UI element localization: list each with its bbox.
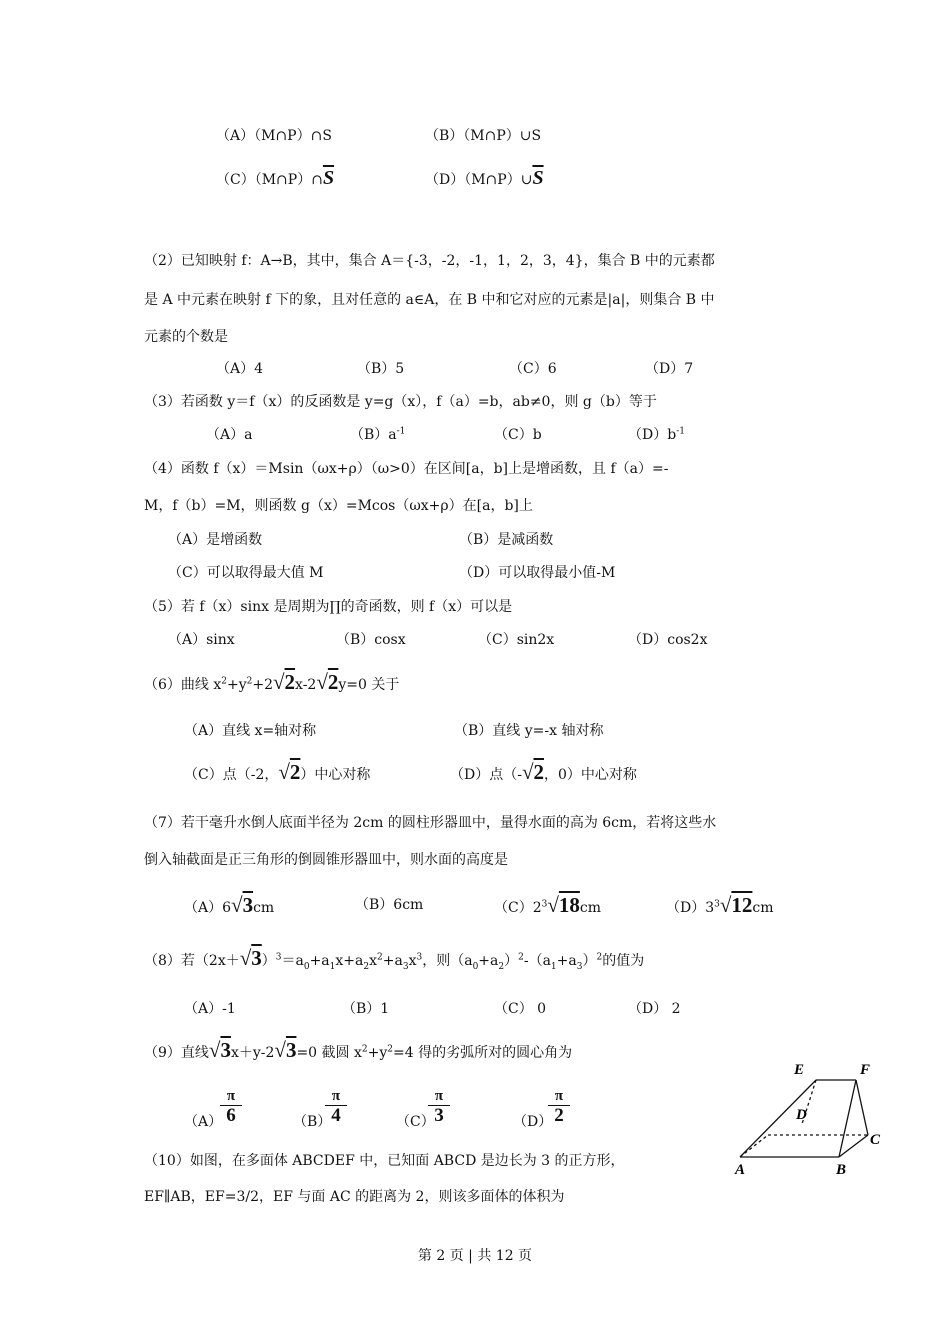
q8-option-c: （C） 0 bbox=[494, 1001, 547, 1017]
q2-line3: 元素的个数是 bbox=[144, 329, 228, 345]
q8-option-a: （A）-1 bbox=[184, 1001, 236, 1017]
sub: 3 bbox=[402, 961, 409, 972]
q8-part: ＝a bbox=[281, 953, 304, 969]
numerator: π bbox=[548, 1087, 570, 1106]
q2-option-a: （A）4 bbox=[216, 361, 264, 377]
sqrt-2: √2 bbox=[278, 760, 301, 784]
q5-line1: （5）若 f（x）sinx 是周期为∏的奇函数，则 f（x）可以是 bbox=[144, 599, 513, 615]
q6-option-d bbox=[450, 762, 637, 785]
sub: 1 bbox=[329, 961, 336, 972]
q6-opt-d-a: （D）点（- bbox=[450, 767, 522, 783]
radicand: 3 bbox=[251, 946, 262, 970]
q2-line2: 是 A 中元素在映射 f 下的象，且对任意的 a∈A，在 B 中和它对应的元素是|a|，则集合 B 中 bbox=[144, 292, 715, 308]
q9-part: +y bbox=[367, 1045, 388, 1061]
q9-part: =4 得的劣弧所对的圆心角为 bbox=[392, 1045, 573, 1061]
unit: cm bbox=[579, 900, 602, 916]
sub: 3 bbox=[576, 961, 583, 972]
root-index: 3 bbox=[541, 899, 548, 910]
q3-option-b-sup: -1 bbox=[396, 426, 406, 437]
sub: 0 bbox=[303, 961, 310, 972]
q8-part: ） bbox=[504, 953, 519, 969]
numerator: π bbox=[220, 1087, 242, 1106]
q9-option-a-label: （A） bbox=[184, 1114, 223, 1130]
q3-option-b bbox=[350, 425, 405, 445]
label-f: F bbox=[860, 1062, 871, 1078]
label-c: C bbox=[870, 1132, 881, 1148]
q7-opt-a-text: （A）6 bbox=[184, 900, 232, 916]
root-index: 3 bbox=[714, 899, 720, 910]
sup: 2 bbox=[361, 1044, 368, 1055]
q9-option-b-label: （B） bbox=[293, 1114, 332, 1130]
q9-line1 bbox=[144, 1040, 572, 1063]
q3-option-c: （C）b bbox=[494, 427, 542, 443]
sup: 2 bbox=[246, 676, 253, 687]
q1-option-a: （A）（M∩P）∩S bbox=[216, 128, 332, 144]
q5-option-b: （B）cosx bbox=[336, 632, 406, 648]
q1-option-d-text: （D）（M∩P）∪ bbox=[425, 172, 533, 188]
q4-line1: （4）函数 f（x）＝Msin（ωx+ρ）（ω>0）在区间[a，b]上是增函数，且 f（a）=- bbox=[144, 461, 669, 477]
q8-option-d: （D） 2 bbox=[628, 1001, 681, 1017]
sup: 2 bbox=[387, 1044, 393, 1055]
q2-option-b: （B）5 bbox=[357, 361, 405, 377]
polyhedron-figure bbox=[728, 1058, 898, 1178]
fraction-pi-2 bbox=[548, 1087, 570, 1126]
q7-option-c bbox=[494, 895, 601, 918]
q3-option-d-text: （D）b bbox=[628, 427, 677, 443]
q10-line1: （10）如图，在多面体 ABCDEF 中，已知面 ABCD 是边长为 3 的正方形， bbox=[144, 1153, 625, 1169]
q8-part: x+a bbox=[335, 953, 364, 969]
q8-part: ，则（a bbox=[422, 953, 473, 969]
unit: cm bbox=[253, 900, 275, 916]
page-footer: 第 2 页 | 共 12 页 bbox=[417, 1248, 533, 1264]
q8-part: x bbox=[408, 953, 417, 969]
sup: 2 bbox=[221, 676, 227, 687]
s-complement-symbol: $\overline{S}$ bbox=[322, 167, 335, 189]
q7-option-a bbox=[184, 895, 274, 918]
radicand: 3 bbox=[285, 1038, 297, 1062]
sqrt-3: √3 bbox=[239, 946, 262, 970]
q6-part: x-2 bbox=[295, 677, 317, 693]
sub: 1 bbox=[550, 961, 557, 972]
q7-opt-d-text: （D）3 bbox=[666, 900, 715, 916]
q8-part: +a bbox=[309, 953, 330, 969]
q7-opt-c-text: （C）2 bbox=[494, 900, 542, 916]
q8-part: 的值为 bbox=[602, 953, 645, 969]
denominator: 4 bbox=[331, 1105, 341, 1126]
sub: 2 bbox=[498, 961, 505, 972]
cbrt-12: √12 bbox=[719, 893, 753, 917]
label-e: E bbox=[794, 1062, 805, 1078]
numerator: π bbox=[325, 1087, 347, 1106]
q3-line1: （3）若函数 y＝f（x）的反函数是 y=g（x），f（a）=b，ab≠0，则 g（b）等于 bbox=[144, 394, 657, 410]
fraction-pi-3 bbox=[428, 1087, 450, 1126]
sqrt-2: √2 bbox=[521, 760, 544, 784]
q4-option-a: （A）是增函数 bbox=[168, 532, 263, 548]
radicand: 2 bbox=[327, 670, 339, 694]
q5-option-c: （C）sin2x bbox=[478, 632, 555, 648]
q6-opt-d-b: ，0）中心对称 bbox=[544, 767, 637, 783]
label-d: D bbox=[796, 1107, 807, 1123]
fraction-pi-4 bbox=[325, 1087, 347, 1126]
q5-option-d: （D）cos2x bbox=[628, 632, 708, 648]
radicand: 2 bbox=[289, 760, 301, 784]
q6-option-b: （B）直线 y=-x 轴对称 bbox=[454, 723, 604, 739]
q3-option-b-text: （B）a bbox=[350, 427, 397, 443]
sqrt-3: √3 bbox=[208, 1038, 231, 1062]
q3-option-d-sup: -1 bbox=[676, 426, 685, 437]
sup: 2 bbox=[518, 952, 524, 963]
q8-option-b: （B）1 bbox=[342, 1001, 390, 1017]
denominator: 3 bbox=[434, 1105, 444, 1126]
q9-option-d-label: （D） bbox=[513, 1114, 553, 1130]
q2-option-d: （D）7 bbox=[645, 361, 694, 377]
radicand: 12 bbox=[731, 893, 753, 917]
q4-option-b: （B）是减函数 bbox=[459, 532, 554, 548]
q2-option-c: （C）6 bbox=[509, 361, 557, 377]
edge-ad bbox=[740, 1135, 768, 1157]
q2-line1: （2）已知映射 f：A→B，其中，集合 A＝{-3，-2，-1，1，2，3，4}，集合 B 中的元素都 bbox=[144, 253, 715, 269]
q8-part: +a bbox=[478, 953, 499, 969]
q8-part: （8）若（2x＋ bbox=[144, 953, 240, 969]
radicand: 2 bbox=[284, 670, 296, 694]
q5-option-a: （A）sinx bbox=[168, 632, 235, 648]
q1-option-d bbox=[425, 168, 544, 190]
q3-option-a: （A）a bbox=[206, 427, 253, 443]
sub: 2 bbox=[363, 961, 370, 972]
q6-part: （6）曲线 x bbox=[144, 677, 222, 693]
sqrt-2: √2 bbox=[316, 670, 339, 694]
q7-option-d bbox=[666, 895, 774, 918]
q7-line1: （7）若干毫升水倒人底面半径为 2cm 的圆柱形器皿中，量得水面的高为 6cm，若将这些水 bbox=[144, 815, 717, 831]
cbrt-18: √18 bbox=[547, 893, 580, 917]
q1-option-c-text: （C）（M∩P）∩ bbox=[216, 172, 323, 188]
q6-part: +y bbox=[227, 677, 247, 693]
q10-line2: EF∥AB，EF=3/2，EF 与面 AC 的距离为 2，则该多面体的体积为 bbox=[144, 1189, 565, 1205]
q6-part: y=0 关于 bbox=[338, 677, 400, 693]
q6-option-a: （A）直线 x=轴对称 bbox=[184, 723, 317, 739]
q6-opt-c-b: ）中心对称 bbox=[300, 767, 371, 783]
sup: 2 bbox=[596, 952, 603, 963]
q6-part: +2 bbox=[252, 677, 274, 693]
q6-opt-c-a: （C）点（-2， bbox=[184, 767, 279, 783]
radicand: 3 bbox=[242, 893, 254, 917]
sup: 3 bbox=[416, 952, 423, 963]
q8-part: x bbox=[369, 953, 378, 969]
q3-option-d bbox=[628, 425, 685, 445]
fraction-pi-6 bbox=[220, 1087, 242, 1126]
sqrt-3: √3 bbox=[231, 893, 254, 917]
q9-part: （9）直线 bbox=[144, 1045, 209, 1061]
s-complement-symbol: $\overline{S}$ bbox=[532, 167, 544, 189]
q8-line1 bbox=[144, 948, 644, 971]
radicand: 2 bbox=[533, 760, 544, 784]
q4-option-c: （C）可以取得最大值 M bbox=[168, 565, 324, 581]
sub: 0 bbox=[472, 961, 479, 972]
q7-option-b: （B）6cm bbox=[355, 897, 424, 913]
radicand: 3 bbox=[220, 1038, 231, 1062]
q6-option-c bbox=[184, 762, 370, 785]
q8-part: ） bbox=[261, 953, 276, 969]
sqrt-3: √3 bbox=[274, 1038, 297, 1062]
q8-part: +a bbox=[556, 953, 577, 969]
edge-fc bbox=[856, 1080, 868, 1135]
denominator: 6 bbox=[226, 1105, 236, 1126]
q1-option-c bbox=[216, 168, 334, 190]
q8-part: ） bbox=[582, 953, 597, 969]
label-b: B bbox=[836, 1162, 847, 1178]
denominator: 2 bbox=[554, 1105, 564, 1126]
q6-line1 bbox=[144, 672, 399, 695]
q9-part: =0 截圆 x bbox=[296, 1045, 362, 1061]
unit: cm bbox=[752, 900, 774, 916]
sup: 3 bbox=[275, 952, 282, 963]
sqrt-2: √2 bbox=[273, 670, 296, 694]
numerator: π bbox=[428, 1087, 450, 1106]
q9-part: x＋y-2 bbox=[230, 1045, 275, 1061]
q8-part: +a bbox=[382, 953, 403, 969]
q9-option-c-label: （C） bbox=[396, 1114, 435, 1130]
q4-option-d: （D）可以取得最小值-M bbox=[459, 565, 616, 581]
q7-line2: 倒入轴截面是正三角形的倒圆锥形器皿中，则水面的高度是 bbox=[144, 852, 508, 868]
radicand: 18 bbox=[558, 893, 580, 917]
q4-line2: M，f（b）=M，则函数 g（x）=Mcos（ωx+ρ）在[a，b]上 bbox=[144, 498, 533, 514]
q1-option-b: （B）（M∩P）∪S bbox=[425, 128, 542, 144]
q8-part: -（a bbox=[523, 953, 551, 969]
label-a: A bbox=[735, 1162, 746, 1178]
sup: 2 bbox=[377, 952, 383, 963]
